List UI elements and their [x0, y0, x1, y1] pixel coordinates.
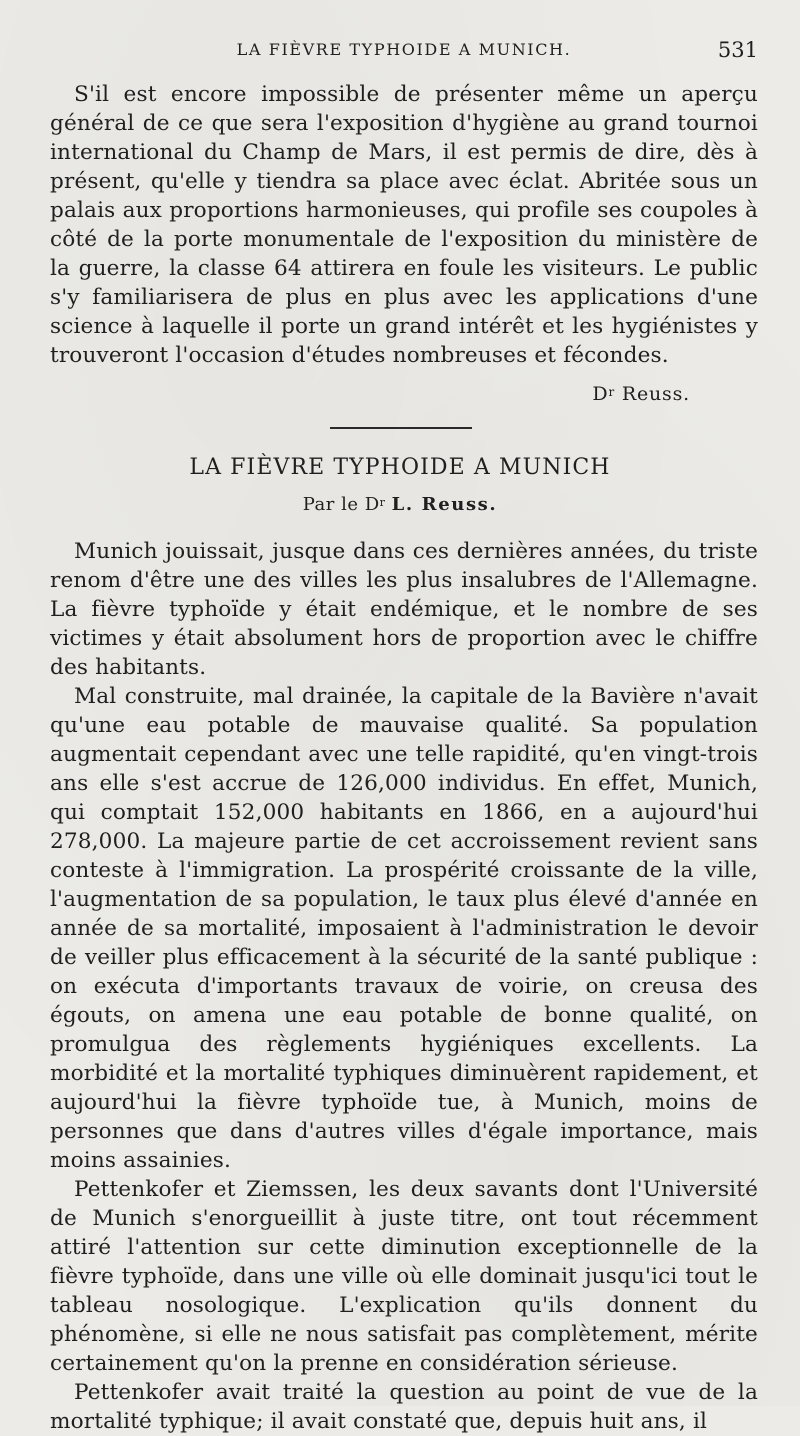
- body-paragraph: Munich jouissait, jusque dans ces dernières années, du triste renom d'être une des villes les plus insalubres de l'Allemagne. La fièvre typhoïde y était endémique, et le nombre de ses victimes y était absolument hors de proportion avec le chiffre des habitants.: [50, 539, 758, 680]
- section-separator: [330, 427, 472, 429]
- article-title: LA FIÈVRE TYPHOIDE A MUNICH: [189, 455, 611, 480]
- body-paragraph: Pettenkofer et Ziemssen, les deux savants dont l'Université de Munich s'enorgueillit à juste titre, ont tout récemment attiré l'attention sur cette diminution exceptionnelle de la fièvre typhoïde, dans une ville où elle dominait jusqu'ici tout le tableau nosologique. L'explication qu'ils donnent du phénomène, si elle ne nous satisfait pas complètement, mérite certainement qu'on la prenne en considération sérieuse.: [50, 1177, 758, 1376]
- byline-prefix: Par le D: [302, 494, 380, 515]
- intro-section: [50, 80, 758, 370]
- body-paragraph: Mal construite, mal drainée, la capitale de la Bavière n'avait qu'une eau potable de mauvaise qualité. Sa population augmentait cependant avec une telle rapidité, qu'en vingt-trois ans elle s'est accrue de 126,000 individus. En effet, Munich, qui comptait 152,000 habitants en 1866, en a aujourd'hui 278,000. La majeure partie de cet accroissement revient sans conteste à l'immigration. La prospérité croissante de la ville, l'augmentation de sa population, le taux plus élevé d'année en année de sa mortalité, imposaient à l'administration le devoir de veiller plus efficacement à la sécurité de la santé publique : on exécuta d'importants travaux de voirie, on creusa des égouts, on amena une eau potable de bonne qualité, on promulgua des règlements hygiéniques excellents. La morbidité et la mortalité typhiques diminuèrent rapidement, et aujourd'hui la fièvre typhoïde tue, à Munich, moins de personnes que dans d'autres villes d'égale importance, mais moins assainies.: [50, 684, 758, 1173]
- running-title: LA FIÈVRE TYPHOIDE A MUNICH.: [236, 40, 572, 59]
- body-paragraph: Pettenkofer avait traité la question au point de vue de la mortalité typhique; il avait constaté que, depuis huit ans, il: [50, 1380, 758, 1434]
- byline-author: L. Reuss.: [391, 494, 498, 515]
- signature: [592, 383, 690, 405]
- running-head: [50, 38, 758, 68]
- article-body: [50, 537, 758, 1436]
- byline-superscript: r: [379, 496, 386, 509]
- signature-prefix: D: [592, 383, 609, 405]
- page-number: 531: [717, 38, 758, 62]
- signature-name: Reuss.: [621, 383, 690, 405]
- byline: [0, 494, 800, 515]
- signature-superscript: r: [608, 385, 616, 399]
- intro-paragraph: S'il est encore impossible de présenter même un aperçu général de ce que sera l'exposition d'hygiène au grand tournoi international du Champ de Mars, il est permis de dire, dès à présent, qu'elle y tiendra sa place avec éclat. Abritée sous un palais aux proportions harmonieuses, qui profile ses coupoles à côté de la porte monumentale de l'exposition du ministère de la guerre, la classe 64 attirera en foule les visiteurs. Le public s'y familiarisera de plus en plus avec les applications d'une science à laquelle il porte un grand intérêt et les hygiénistes y trouveront l'occasion d'études nombreuses et fécondes.: [50, 82, 758, 368]
